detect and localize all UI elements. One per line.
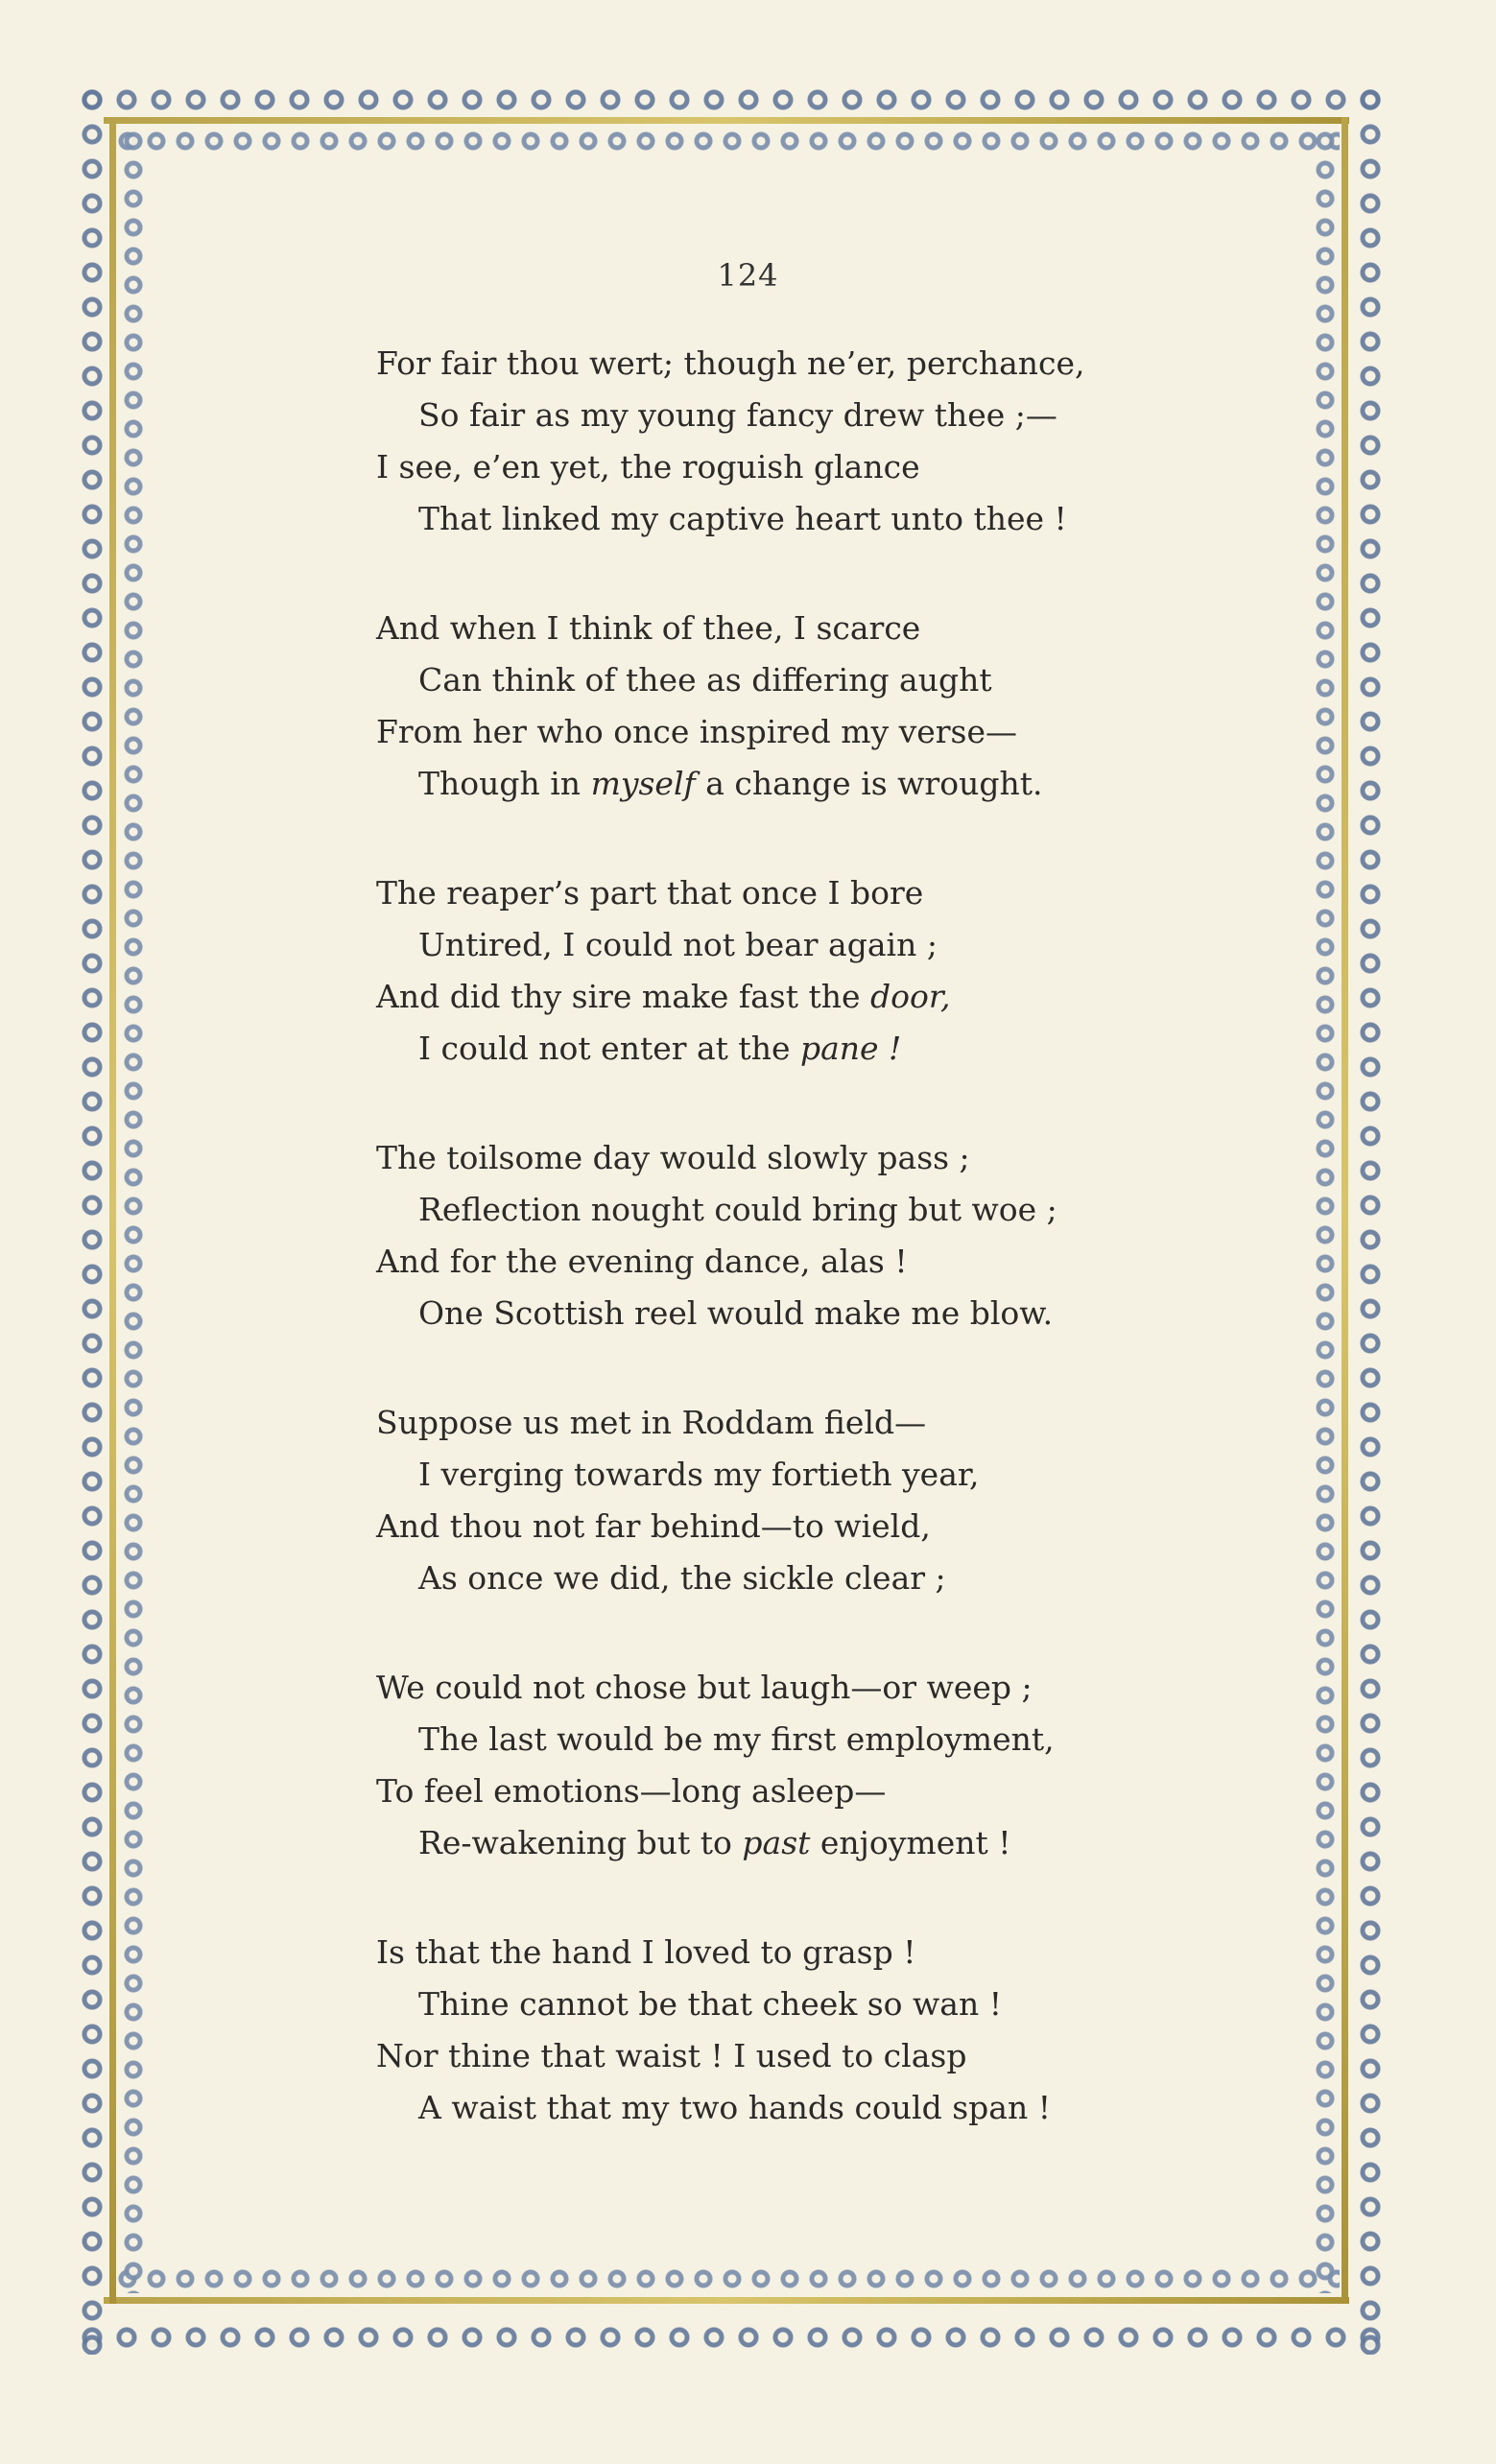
page-number: 124 <box>717 257 779 294</box>
poem-line: So fair as my young fancy drew thee ;— <box>418 396 1057 434</box>
poem-line: The reaper’s part that once I bore <box>376 874 924 912</box>
poem-line: I verging towards my fortieth year, <box>418 1456 980 1493</box>
poem-line: I could not enter at the pane ! <box>418 1030 902 1067</box>
italic-word: pane ! <box>799 1030 902 1067</box>
poem-line: Nor thine that waist ! I used to clasp <box>376 2037 967 2074</box>
border-left-inner <box>119 127 148 2293</box>
poem-line: That linked my captive heart unto thee ! <box>418 500 1067 537</box>
poem-line: The toilsome day would slowly pass ; <box>376 1139 970 1176</box>
poem-line: And when I think of thee, I scarce <box>376 609 921 647</box>
poem-line: Reflection nought could bring but woe ; <box>418 1191 1057 1228</box>
poem-line: To feel emotions—long asleep— <box>376 1772 887 1810</box>
poem-line: As once we did, the sickle clear ; <box>418 1559 946 1597</box>
poem-line: Re-wakening but to past enjoyment ! <box>418 1824 1011 1861</box>
italic-word: myself <box>590 765 696 802</box>
stanza-5 <box>376 1397 1240 1604</box>
poem-line: Can think of thee as differing aught <box>418 661 992 699</box>
poem-line: Suppose us met in Roddam field— <box>376 1404 927 1441</box>
stanza-3 <box>376 867 1240 1075</box>
stanza-2 <box>376 603 1240 810</box>
italic-word: past <box>742 1824 811 1861</box>
poem-line: And thou not far behind—to wield, <box>376 1507 931 1545</box>
poem-line: The last would be my first employment, <box>418 1720 1055 1758</box>
poem-line: And did thy sire make fast the door, <box>376 978 951 1015</box>
poem-line: Untired, I could not bear again ; <box>418 926 938 963</box>
stanza-4 <box>376 1132 1240 1339</box>
italic-word: door, <box>870 978 951 1015</box>
border-top-outer <box>75 83 1388 117</box>
gold-rule-right <box>1342 117 1348 2304</box>
stanza-6 <box>376 1662 1240 1869</box>
poem-line: I see, e’en yet, the roguish glance <box>376 448 920 486</box>
poem-line: One Scottish reel would make me blow. <box>418 1294 1054 1332</box>
poem-line: Though in myself a change is wrought. <box>418 765 1043 802</box>
poem-line: And for the evening dance, alas ! <box>376 1243 908 1280</box>
poem <box>376 338 1240 2192</box>
poem-line: We could not chose but laugh—or weep ; <box>376 1669 1033 1706</box>
border-right-inner <box>1311 127 1340 2293</box>
poem-line: A waist that my two hands could span ! <box>418 2089 1051 2126</box>
border-bottom-outer <box>75 2320 1388 2355</box>
border-left-outer <box>75 83 109 2355</box>
border-bottom-inner <box>113 2264 1340 2293</box>
gold-rule-left <box>109 117 116 2304</box>
gold-rule-top <box>104 117 1349 124</box>
poem-line: Is that the hand I loved to grasp ! <box>376 1933 916 1971</box>
stanza-7 <box>376 1927 1240 2134</box>
border-right-outer <box>1353 83 1388 2355</box>
border-top-inner <box>113 127 1340 155</box>
gold-rule-bottom <box>104 2297 1349 2304</box>
poem-line: From her who once inspired my verse— <box>376 713 1018 750</box>
stanza-1 <box>376 338 1240 545</box>
poem-line: Thine cannot be that cheek so wan ! <box>418 1985 1002 2023</box>
poem-line: For fair thou wert; though ne’er, perchance, <box>376 344 1085 382</box>
